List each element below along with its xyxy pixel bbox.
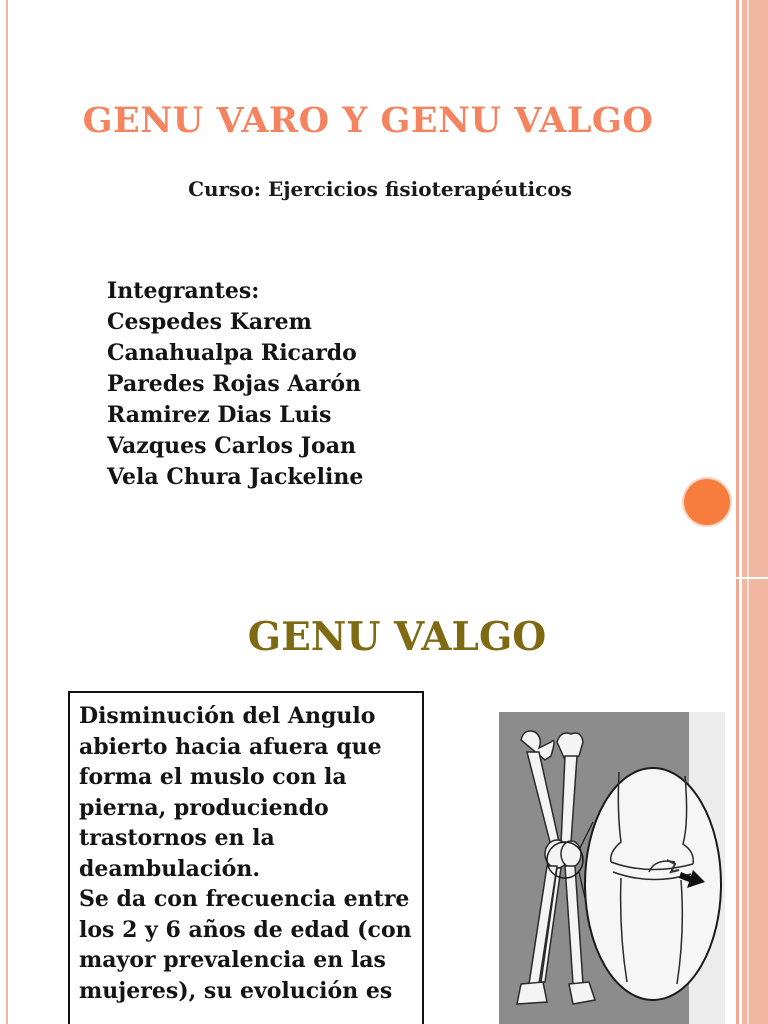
member-name: Vela Chura Jackeline <box>107 464 364 490</box>
member-name: Ramirez Dias Luis <box>107 402 332 428</box>
genu-valgo-knee-illustration <box>499 712 725 1024</box>
members-list <box>107 276 363 493</box>
members-heading: Integrantes: <box>107 278 260 304</box>
definition-paragraph: Disminución del Angulo abierto hacia afuera que forma el muslo con la pierna, produciendo trastornos en la deambulación. <box>79 703 382 882</box>
section-title: GENU VALGO <box>247 614 547 660</box>
right-border-band <box>742 0 768 1024</box>
right-border-stripe <box>736 0 739 1024</box>
right-border-highlight <box>747 0 749 1024</box>
orange-circle-icon <box>684 479 730 525</box>
left-border-line <box>6 0 8 1024</box>
member-name: Vazques Carlos Joan <box>107 433 356 459</box>
member-name: Paredes Rojas Aarón <box>107 371 362 397</box>
member-name: Cespedes Karem <box>107 309 312 335</box>
slide-divider <box>736 577 768 579</box>
course-subtitle: Curso: Ejercicios fisioterapéuticos <box>188 177 572 201</box>
member-name: Canahualpa Ricardo <box>107 340 357 366</box>
definition-textbox <box>68 691 424 1024</box>
frequency-paragraph: Se da con frecuencia entre los 2 y 6 años de edad (con mayor prevalencia en las mujeres), su evolución es <box>79 886 412 1004</box>
slide-title: GENU VARO Y GENU VALGO <box>82 100 654 141</box>
